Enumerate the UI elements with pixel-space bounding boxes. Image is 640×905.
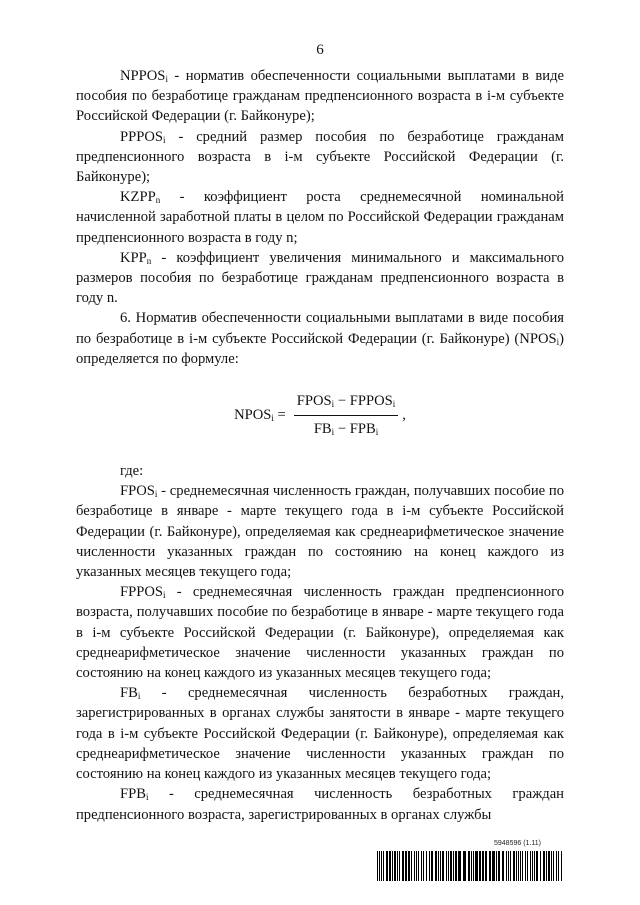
term-kpp [120, 250, 151, 266]
formula-trailing-comma: , [402, 406, 406, 423]
definition-text: - среднемесячная численность граждан, получавших пособие по безработице в январе - марте текущего года в i-м субъекте Российской Федерации (г. Байконуре), определяемая как среднеарифметическое значение численности указанных граждан по состоянию на конец каждого из указанных месяцев текущего года; [76, 483, 564, 581]
item6-text-before: 6. Норматив обеспеченности социальными выплатами в виде пособия по безработице в i-м субъекте Российской Федерации (г. Байконуре) ( [76, 310, 564, 347]
formula-lhs [234, 405, 286, 425]
term-subscript: i [154, 489, 158, 500]
formula-numerator [294, 391, 398, 415]
formula-denominator [311, 416, 381, 439]
definition-text: - среднемесячная численность безработных граждан предпенсионного возраста, зарегистрированных в органах службы [76, 786, 564, 823]
denominator-operator: − [337, 420, 347, 437]
definition-fppos [76, 582, 564, 683]
paragraph-pppos [76, 127, 564, 188]
term-label: KPP [120, 249, 147, 266]
term-label: FB [120, 685, 138, 702]
definition-fb [76, 683, 564, 784]
definition-fpos [76, 481, 564, 582]
term-label: FPPOS [120, 584, 164, 601]
term-npos [519, 331, 559, 347]
formula-lhs-term: NPOS [234, 406, 272, 423]
document-code: 5948596 (1.11) [494, 840, 541, 847]
numerator-operator: − [337, 393, 347, 410]
term-label: KZPP [120, 189, 156, 206]
barcode-icon [377, 851, 565, 881]
definition-fpb [76, 784, 564, 824]
term-subscript: n [146, 255, 152, 266]
paragraph-text: - коэффициент увеличения минимального и максимального размеров пособия по безработице гражданам предпенсионного возраста в году n. [76, 249, 564, 307]
denominator-term-a: FB [313, 420, 332, 437]
term-subscript: i [163, 590, 166, 601]
denominator-subscript-b: i [375, 426, 379, 437]
term-fpb [120, 786, 148, 802]
term-subscript: i [556, 336, 560, 347]
term-nppos [120, 68, 168, 84]
numerator-subscript-a: i [331, 399, 335, 410]
term-kzpp [120, 189, 160, 205]
formula-lhs-subscript: i [271, 412, 274, 423]
paragraph-text: - норматив обеспеченности социальными выплатами в виде пособия по безработице гражданам предпенсионного возраста в i-м субъекте Российской Федерации (г. Байконуре); [76, 68, 564, 125]
where-label: где: [120, 463, 144, 480]
definition-text: - среднемесячная численность безработных граждан, зарегистрированных в органах службы занятости в январе - марте текущего года в i-м субъекте Российской Федерации (г. Байконуре), определяемая как среднеарифметическое значение численности указанных граждан по состоянию на конец каждого из указанных месяцев текущего года; [76, 685, 564, 783]
term-fpos [120, 483, 157, 499]
paragraph-item-6 [76, 308, 564, 369]
paragraph-text: - коэффициент роста среднемесячной номинальной начисленной заработной платы в целом по Российской Федерации гражданам предпенсионного возраста в году n; [76, 189, 564, 246]
numerator-subscript-b: i [392, 399, 396, 410]
term-label: FPOS [120, 483, 155, 500]
paragraph-kzpp [76, 187, 564, 248]
term-pppos [120, 129, 166, 145]
term-label: PPPOS [120, 128, 164, 145]
term-subscript: i [137, 691, 141, 702]
term-label: NPPOS [120, 68, 166, 84]
term-subscript: i [163, 134, 166, 145]
formula [76, 391, 564, 439]
denominator-subscript-a: i [331, 426, 335, 437]
formula-fraction [294, 391, 398, 438]
page-number: 6 [316, 42, 324, 58]
document-body [76, 66, 564, 825]
term-label: FPB [120, 786, 146, 803]
term-fb [120, 685, 140, 701]
paragraph-kpp [76, 248, 564, 309]
denominator-term-b: FPB [349, 420, 376, 437]
paragraph-nppos [76, 66, 564, 127]
paragraph-text: - средний размер пособия по безработице гражданам предпенсионного возраста в i-м субъекте Российской Федерации (г. Байконуре); [76, 128, 564, 186]
numerator-term-b: FPPOS [349, 393, 393, 410]
term-fppos [120, 584, 166, 600]
term-subscript: n [155, 195, 161, 206]
formula-equals-sign: = [277, 406, 286, 423]
term-subscript: i [145, 792, 149, 803]
term-label: NPOS [519, 330, 557, 347]
definition-text: - среднемесячная численность граждан предпенсионного возраста, получавших пособие по безработице в январе - марте текущего года в i-м субъекте Российской Федерации (г. Байконуре), определяемая как среднеарифметическое значение численности указанных граждан по состоянию на конец каждого из указанных месяцев текущего года; [76, 584, 564, 682]
numerator-term-a: FPOS [296, 393, 332, 410]
term-subscript: i [165, 74, 168, 84]
item6-text-after: ) определяется по формуле: [76, 330, 564, 367]
